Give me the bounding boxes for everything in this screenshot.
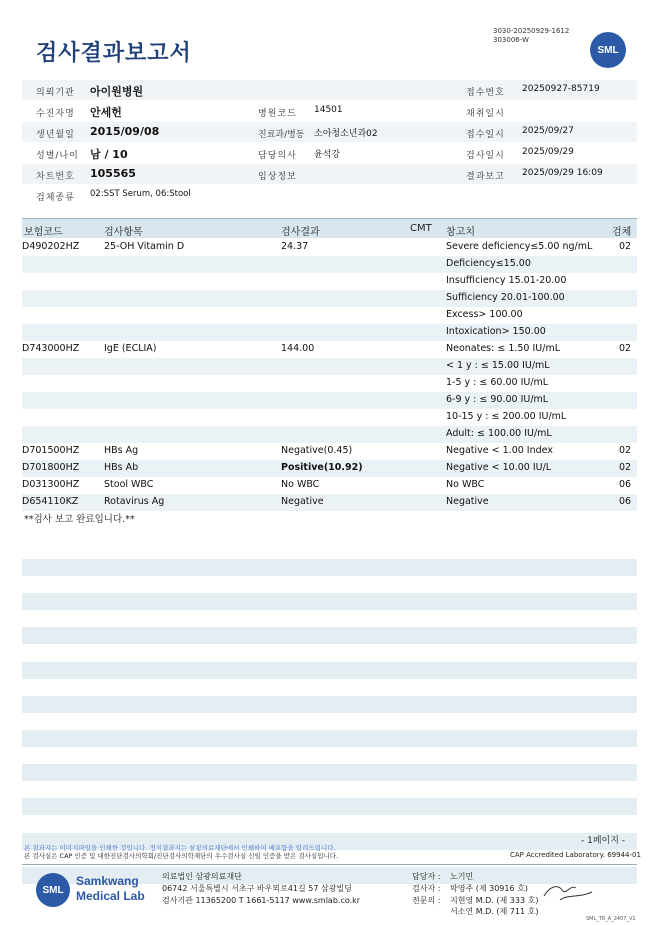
org-name: 의료법인 삼광의료재단 xyxy=(162,872,242,881)
name-value: 안세헌 xyxy=(90,106,122,119)
hosp-code-label: 병원코드 xyxy=(258,109,297,119)
info-row-5 xyxy=(22,164,637,184)
cell-specimen: 02 xyxy=(619,462,632,473)
cell-reference: Severe deficiency≤5.00 ng/mL xyxy=(446,241,593,252)
expert-label: 전문의 : xyxy=(412,896,441,905)
clinical-label: 임상정보 xyxy=(258,172,297,182)
sex-label: 성별/나이 xyxy=(36,151,79,161)
form-code: SML_TR_A_2407_V1 xyxy=(586,916,636,922)
doctor-signature xyxy=(540,878,600,908)
cell-reference: Adult: ≤ 100.00 IU/mL xyxy=(446,428,552,439)
receipt-no-value: 20250927-85719 xyxy=(522,84,600,94)
cell-specimen: 06 xyxy=(619,479,632,490)
doctor-value: 윤석강 xyxy=(314,150,341,160)
cell-reference: 6-9 y : ≤ 90.00 IU/mL xyxy=(446,394,549,405)
tester-value: 박영주 (제 30916 호) xyxy=(450,884,528,893)
tester-label: 검사자 : xyxy=(412,884,441,893)
cell-reference: Negative xyxy=(446,496,489,507)
report-title: 검사결과보고서 xyxy=(36,41,192,66)
cell-item: 25-OH Vitamin D xyxy=(104,241,185,252)
org-address: 06742 서울특별시 서초구 바우뫼로41길 57 삼광빌딩 xyxy=(162,884,352,893)
dept-value: 소아청소년과02 xyxy=(314,129,378,139)
recv-value: 2025/09/27 xyxy=(522,126,574,136)
cell-reference: 1-5 y : ≤ 60.00 IU/mL xyxy=(446,377,549,388)
cell-reference: Negative < 1.00 Index xyxy=(446,445,553,456)
test-date-label: 검사일시 xyxy=(466,151,505,161)
cell-reference: Insufficiency 15.01-20.00 xyxy=(446,275,567,286)
cell-code: D031300HZ xyxy=(22,479,80,490)
table-row xyxy=(22,409,637,426)
hosp-code-value: 14501 xyxy=(314,105,343,115)
results-table-header xyxy=(22,218,637,238)
cell-reference: Sufficiency 20.01-100.00 xyxy=(446,292,565,303)
table-row xyxy=(22,426,637,443)
report-complete-note: **검사 보고 완료입니다.** xyxy=(24,514,135,525)
specimen-value: 02:SST Serum, 06:Stool xyxy=(90,189,191,199)
cell-result: 144.00 xyxy=(281,343,315,354)
cell-reference: Negative < 10.00 IU/L xyxy=(446,462,552,473)
table-row xyxy=(22,443,637,460)
recv-label: 접수일시 xyxy=(466,130,505,140)
cell-specimen: 02 xyxy=(619,343,632,354)
chart-value: 105565 xyxy=(90,167,136,180)
name-label: 수진자명 xyxy=(36,109,75,119)
table-row xyxy=(22,239,637,256)
table-row xyxy=(22,256,637,273)
cell-item: HBs Ab xyxy=(104,462,139,473)
cell-code: D490202HZ xyxy=(22,241,80,252)
table-row xyxy=(22,375,637,392)
cell-reference: < 1 y : ≤ 15.00 IU/mL xyxy=(446,360,550,371)
cell-reference: Excess> 100.00 xyxy=(446,309,523,320)
accreditation-notice: 본 검사실은 CAP 인증 및 대한진단검사의학회/진단검사의학재단의 우수검사실 신임 인증을 받은 검사실입니다. xyxy=(24,852,339,860)
collect-label: 채취일시 xyxy=(466,109,505,119)
cell-specimen: 02 xyxy=(619,445,632,456)
expert2-value: 서소연 M.D. (제 711 호) xyxy=(450,907,539,916)
sml-logo: SML xyxy=(590,32,626,68)
test-date-value: 2025/09/29 xyxy=(522,147,574,157)
table-row xyxy=(22,392,637,409)
document-id-sub: 303006-W xyxy=(493,36,529,44)
chart-label: 차트번호 xyxy=(36,172,75,182)
cell-result: 24.37 xyxy=(281,241,309,252)
document-id-main: 3030-20250929-1612 xyxy=(493,27,570,35)
page-number: - 1페이지 - xyxy=(581,836,626,846)
col-result-header: 검사결과 xyxy=(281,227,320,238)
cell-item: Rotavirus Ag xyxy=(104,496,165,507)
doctor-label: 담당의사 xyxy=(258,151,297,161)
table-row xyxy=(22,494,637,511)
col-item-header: 검사항목 xyxy=(104,227,143,238)
table-row xyxy=(22,358,637,375)
cell-reference: Intoxication> 150.00 xyxy=(446,326,546,337)
receipt-no-label: 접수번호 xyxy=(466,88,505,98)
cell-result: Positive(10.92) xyxy=(281,462,363,473)
cell-specimen: 02 xyxy=(619,241,632,252)
table-row xyxy=(22,341,637,358)
dob-value: 2015/09/08 xyxy=(90,125,160,138)
cell-reference: 10-15 y : ≤ 200.00 IU/mL xyxy=(446,411,567,422)
table-row xyxy=(22,273,637,290)
col-cmt-header: CMT xyxy=(410,223,432,234)
brand-line1: Samkwang xyxy=(76,874,139,888)
org-contact: 검사기관 11365200 T 1661-5117 www.smlab.co.kr xyxy=(162,896,361,905)
cell-code: D743000HZ xyxy=(22,343,80,354)
table-row xyxy=(22,324,637,341)
empty-row-stripe xyxy=(22,798,637,815)
cell-reference: Deficiency≤15.00 xyxy=(446,258,531,269)
sex-value: 남 / 10 xyxy=(90,148,128,161)
cell-code: D654110KZ xyxy=(22,496,79,507)
empty-row-stripe xyxy=(22,764,637,781)
cap-accreditation: CAP Accredited Laboratory. 69944-01 xyxy=(510,851,641,859)
cell-code: D701800HZ xyxy=(22,462,80,473)
info-row-3 xyxy=(22,122,637,142)
cell-specimen: 06 xyxy=(619,496,632,507)
report-value: 2025/09/29 16:09 xyxy=(522,168,603,178)
cell-result: No WBC xyxy=(281,479,320,490)
info-row-1 xyxy=(22,80,637,100)
info-row-2 xyxy=(22,101,637,121)
table-row xyxy=(22,290,637,307)
cell-code: D701500HZ xyxy=(22,445,80,456)
table-row xyxy=(22,477,637,494)
empty-row-stripe xyxy=(22,696,637,713)
dept-label: 진료과/병동 xyxy=(258,130,305,140)
manager-value: 노기민 xyxy=(450,872,474,881)
footer-divider xyxy=(22,864,637,865)
expert1-value: 지현영 M.D. (제 333 호) xyxy=(450,896,539,905)
empty-row-stripe xyxy=(22,627,637,644)
cell-reference: No WBC xyxy=(446,479,485,490)
cell-reference: Neonates: ≤ 1.50 IU/mL xyxy=(446,343,560,354)
dob-label: 생년월일 xyxy=(36,130,75,140)
cell-item: HBs Ag xyxy=(104,445,139,456)
footer-logo-icon: SML xyxy=(36,873,70,907)
empty-row-stripe xyxy=(22,593,637,610)
cell-item: Stool WBC xyxy=(104,479,154,490)
empty-row-stripe xyxy=(22,662,637,679)
cell-result: Negative xyxy=(281,496,324,507)
cell-item: IgE (ECLIA) xyxy=(104,343,157,354)
manager-label: 담당자 : xyxy=(412,872,441,881)
col-code-header: 보험코드 xyxy=(24,227,63,238)
print-notice: 본 결과지는 이미지파일을 인쇄한 것입니다. 정식결과지는 삼광의료재단에서 인쇄하여 배포함을 알려드립니다. xyxy=(24,844,336,852)
org-label: 의뢰기관 xyxy=(36,88,75,98)
empty-row-stripe xyxy=(22,559,637,576)
org-value: 아이원병원 xyxy=(90,85,144,98)
brand-line2: Medical Lab xyxy=(76,889,145,903)
col-spec-header: 검체 xyxy=(612,227,632,238)
report-label: 결과보고 xyxy=(466,172,505,182)
document-id xyxy=(493,27,569,45)
table-row xyxy=(22,460,637,477)
info-row-4 xyxy=(22,143,637,163)
empty-row-stripe xyxy=(22,730,637,747)
info-row-6 xyxy=(22,185,637,205)
col-ref-header: 참고치 xyxy=(446,227,475,238)
specimen-label: 검체종류 xyxy=(36,193,75,203)
table-row xyxy=(22,307,637,324)
cell-result: Negative(0.45) xyxy=(281,445,353,456)
